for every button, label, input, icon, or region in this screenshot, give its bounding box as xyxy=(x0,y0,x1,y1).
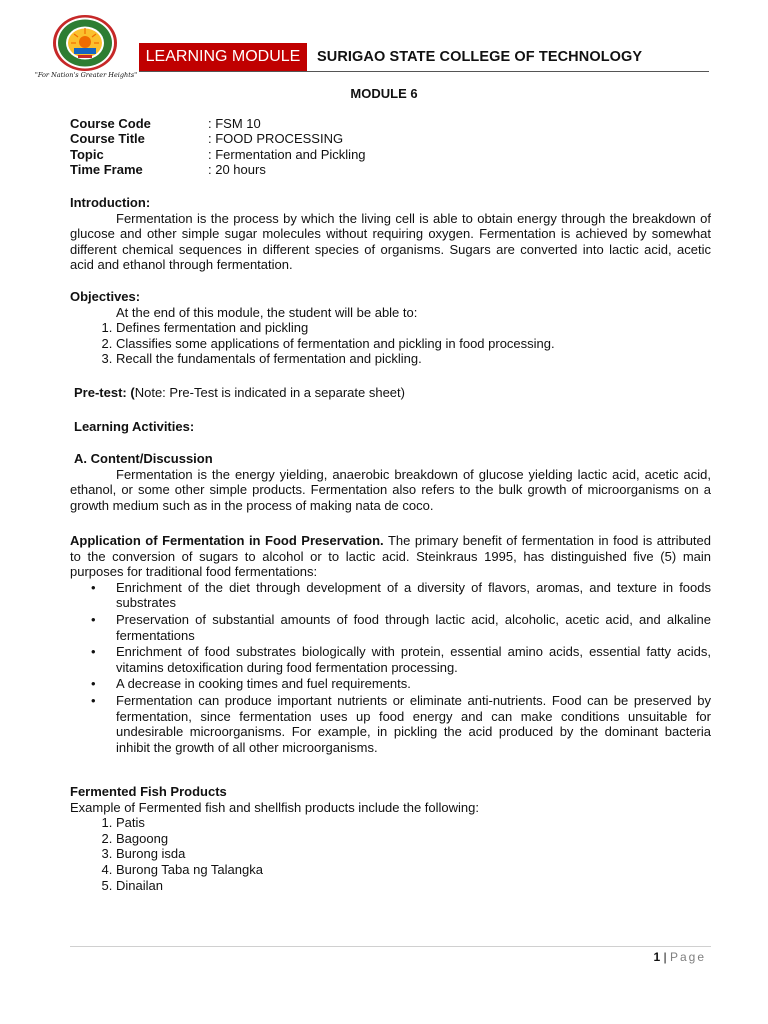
list-item: 1. Defines fermentation and pickling xyxy=(116,320,711,336)
application-section xyxy=(70,533,711,756)
course-info-label: Topic xyxy=(70,146,104,162)
bullet-text: Preservation of substantial amounts of food through lactic acid, alcoholic, acetic acid, and alkaline fermentations xyxy=(116,611,711,643)
content-section xyxy=(74,451,711,467)
fish-lead: Example of Fermented fish and shellfish products include the following: xyxy=(70,799,479,815)
bullet-text: Enrichment of the diet through development of a diversity of flavors, aromas, and texture in foods substrates xyxy=(116,579,711,611)
course-info-value: : 20 hours xyxy=(208,162,266,178)
page-number: 1 xyxy=(653,950,661,964)
list-item xyxy=(91,692,711,755)
college-seal-icon xyxy=(52,14,118,72)
course-info-row xyxy=(70,116,366,131)
application-bullets xyxy=(70,580,711,756)
module-title: MODULE 6 xyxy=(350,86,418,101)
page-footer xyxy=(653,950,706,964)
objectives-lead: At the end of this module, the student will be able to: xyxy=(116,304,418,320)
header-divider xyxy=(139,71,709,72)
content-heading: A. Content/Discussion xyxy=(74,451,213,466)
list-item: 3. Burong isda xyxy=(116,846,711,862)
bullet-icon: • xyxy=(91,676,96,692)
bullet-text: Fermentation can produce important nutrients or eliminate anti-nutrients. Food can be preserved by fermentation, since fermentation uses up food energy and can make conditions unsuitable for undesirable microorganisms. For example, in pickling the acid produced by the dominant bacteria inhibit the growth of all other microorganisms. xyxy=(116,692,711,755)
introduction-text: Fermentation is the process by which the living cell is able to obtain energy through the breakdown of glucose and other simple sugar molecules without requiring oxygen. Fermentation is achieved by somewhat different chemical sequences in different species of organisms. Sugars are converted into lactic acid, acetic acid and ethanol through fermentation. xyxy=(70,210,711,273)
application-heading: Application of Fermentation in Food Preservation. xyxy=(70,533,384,548)
list-item: 4. Burong Taba ng Talangka xyxy=(116,862,711,878)
pretest-note: Note: Pre-Test is indicated in a separate sheet) xyxy=(134,385,405,400)
bullet-text: Enrichment of food substrates biologically with protein, essential amino acids, essential fatty acids, vitamins detoxification during food fermentation processing. xyxy=(116,644,711,675)
list-item: 1. Patis xyxy=(116,815,711,831)
pretest-line xyxy=(74,385,715,401)
introduction-heading: Introduction: xyxy=(70,195,151,210)
content-text: Fermentation is the energy yielding, anaerobic breakdown of glucose yielding lactic acid, acetic acid, ethanol, or some other simple products. Fermentation also refers to the bulk growth of microorganisms on a growth medium such as in the process of making nata de coco. xyxy=(70,466,711,513)
course-info-label: Time Frame xyxy=(70,162,143,178)
footer-divider xyxy=(70,946,711,947)
learning-module-badge: LEARNING MODULE xyxy=(139,43,307,71)
course-info-value: : FSM 10 xyxy=(208,116,261,131)
course-info-label: Course Title xyxy=(70,131,145,147)
page-word: Page xyxy=(669,950,706,964)
list-item: 2. Classifies some applications of fermentation and pickling in food processing. xyxy=(116,336,711,352)
bullet-icon: • xyxy=(91,692,96,708)
introduction-section xyxy=(70,195,711,273)
application-text: The primary benefit of fermentation in food is attributed to the conversion of sugars to alcohol or to lactic acid. Steinkraus 1995, has distinguished five (5) main purposes for traditional food fermentations: xyxy=(70,533,712,580)
bullet-icon: • xyxy=(91,579,96,595)
application-paragraph xyxy=(70,533,711,580)
pretest-paren: ( xyxy=(130,385,135,400)
course-info-label: Course Code xyxy=(70,116,151,131)
course-info-value: : FOOD PROCESSING xyxy=(208,131,344,147)
objectives-section xyxy=(70,289,711,367)
objectives-heading: Objectives: xyxy=(70,289,141,304)
course-info-table xyxy=(70,116,366,178)
pretest-label: Pre-test: xyxy=(74,385,127,400)
course-info-value: : Fermentation and Pickling xyxy=(208,146,366,162)
fish-heading: Fermented Fish Products xyxy=(70,784,227,799)
learning-activities-heading: Learning Activities: xyxy=(74,419,195,434)
college-name: SURIGAO STATE COLLEGE OF TECHNOLOGY xyxy=(317,49,643,65)
list-item: 5. Dinailan xyxy=(116,878,711,894)
bullet-icon: • xyxy=(91,644,96,660)
bullet-icon: • xyxy=(91,611,96,627)
list-item: 3. Recall the fundamentals of fermentation and pickling. xyxy=(116,351,711,367)
fish-list xyxy=(70,815,711,893)
fish-section xyxy=(70,784,711,893)
page-separator: | xyxy=(660,950,670,964)
list-item: 2. Bagoong xyxy=(116,831,711,847)
content-body xyxy=(70,467,711,514)
objectives-list xyxy=(70,320,711,367)
course-info-row xyxy=(70,162,366,177)
course-info-row xyxy=(70,147,366,162)
college-motto: "For Nation's Greater Heights" xyxy=(34,71,138,79)
list-item xyxy=(91,676,711,692)
list-item xyxy=(91,644,711,675)
bullet-text: A decrease in cooking times and fuel requirements. xyxy=(116,676,411,692)
list-item xyxy=(91,611,711,643)
course-info-row xyxy=(70,131,366,146)
list-item xyxy=(91,579,711,611)
